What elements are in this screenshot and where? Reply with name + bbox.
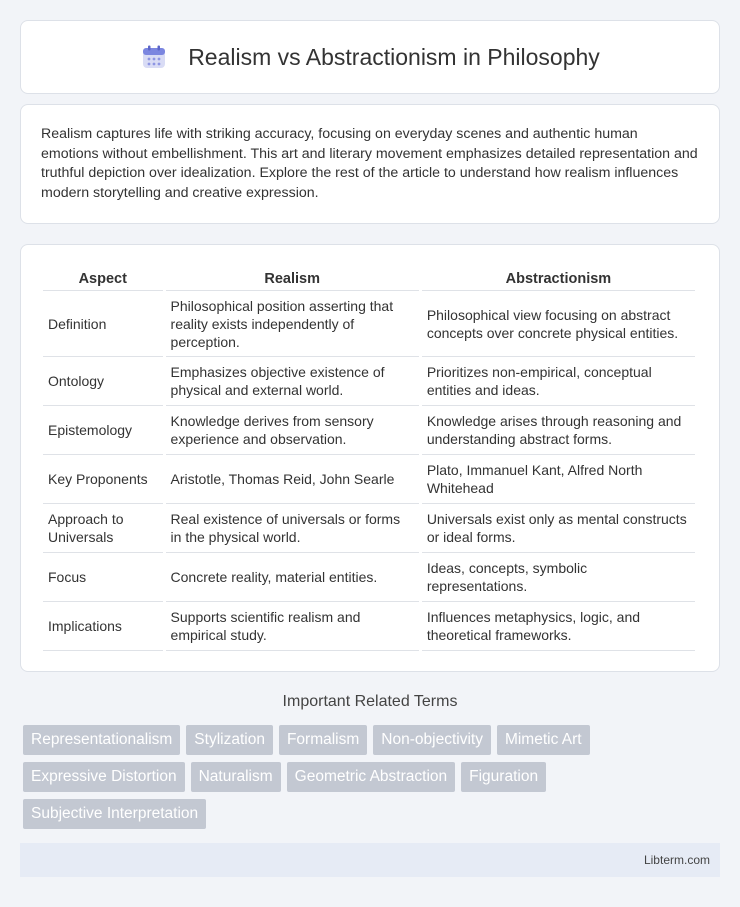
table-row (43, 504, 695, 553)
table-row (43, 553, 695, 602)
header-card (20, 20, 720, 94)
header-realism: Realism (166, 265, 419, 291)
realism-cell: Emphasizes objective existence of physical and external world. (166, 357, 419, 406)
related-terms-list (23, 725, 723, 836)
related-term-tag[interactable]: Figuration (461, 762, 546, 792)
related-term-tag[interactable]: Geometric Abstraction (287, 762, 455, 792)
header-abstractionism: Abstractionism (422, 265, 695, 291)
related-term-tag[interactable]: Stylization (186, 725, 273, 755)
abstractionism-cell: Philosophical view focusing on abstract concepts over concrete physical entities. (422, 291, 695, 357)
footer (20, 843, 720, 877)
intro-text: Realism captures life with striking accuracy, focusing on everyday scenes and authentic human emotions without embellishment. This art and literary movement emphasizes detailed representation and truthful depiction over idealization. Explore the rest of the article to understand how realism influences modern storytelling and creative expression. (41, 126, 698, 201)
table-header-row (43, 265, 695, 291)
abstractionism-cell: Ideas, concepts, symbolic representations. (422, 553, 695, 602)
abstractionism-cell: Prioritizes non-empirical, conceptual entities and ideas. (422, 357, 695, 406)
comparison-table (40, 265, 698, 651)
related-term-tag[interactable]: Mimetic Art (497, 725, 590, 755)
related-term-tag[interactable]: Formalism (279, 725, 367, 755)
aspect-cell: Approach to Universals (43, 504, 163, 553)
aspect-cell: Implications (43, 602, 163, 651)
related-terms-title: Important Related Terms (282, 693, 458, 710)
intro-card (20, 104, 720, 224)
aspect-cell: Key Proponents (43, 455, 163, 504)
related-term-tag[interactable]: Subjective Interpretation (23, 799, 206, 829)
related-term-tag[interactable]: Naturalism (191, 762, 281, 792)
realism-cell: Philosophical position asserting that reality exists independently of perception. (166, 291, 419, 357)
realism-cell: Aristotle, Thomas Reid, John Searle (166, 455, 419, 504)
page-title: Realism vs Abstractionism in Philosophy (188, 43, 600, 70)
abstractionism-cell: Influences metaphysics, logic, and theoretical frameworks. (422, 602, 695, 651)
abstractionism-cell: Universals exist only as mental constructs or ideal forms. (422, 504, 695, 553)
aspect-cell: Ontology (43, 357, 163, 406)
comparison-table-card (20, 244, 720, 672)
table-row (43, 602, 695, 651)
aspect-cell: Epistemology (43, 406, 163, 455)
realism-cell: Supports scientific realism and empirical study. (166, 602, 419, 651)
realism-cell: Real existence of universals or forms in the physical world. (166, 504, 419, 553)
abstractionism-cell: Plato, Immanuel Kant, Alfred North Whitehead (422, 455, 695, 504)
realism-cell: Knowledge derives from sensory experience and observation. (166, 406, 419, 455)
header-aspect: Aspect (43, 265, 163, 291)
calendar-icon (140, 43, 168, 71)
aspect-cell: Focus (43, 553, 163, 602)
table-row (43, 291, 695, 357)
related-term-tag[interactable]: Non-objectivity (373, 725, 491, 755)
table-row (43, 406, 695, 455)
abstractionism-cell: Knowledge arises through reasoning and understanding abstract forms. (422, 406, 695, 455)
table-row (43, 357, 695, 406)
aspect-cell: Definition (43, 291, 163, 357)
table-row (43, 455, 695, 504)
realism-cell: Concrete reality, material entities. (166, 553, 419, 602)
related-term-tag[interactable]: Representationalism (23, 725, 180, 755)
footer-site-link[interactable]: Libterm.com (643, 853, 710, 867)
related-term-tag[interactable]: Expressive Distortion (23, 762, 185, 792)
